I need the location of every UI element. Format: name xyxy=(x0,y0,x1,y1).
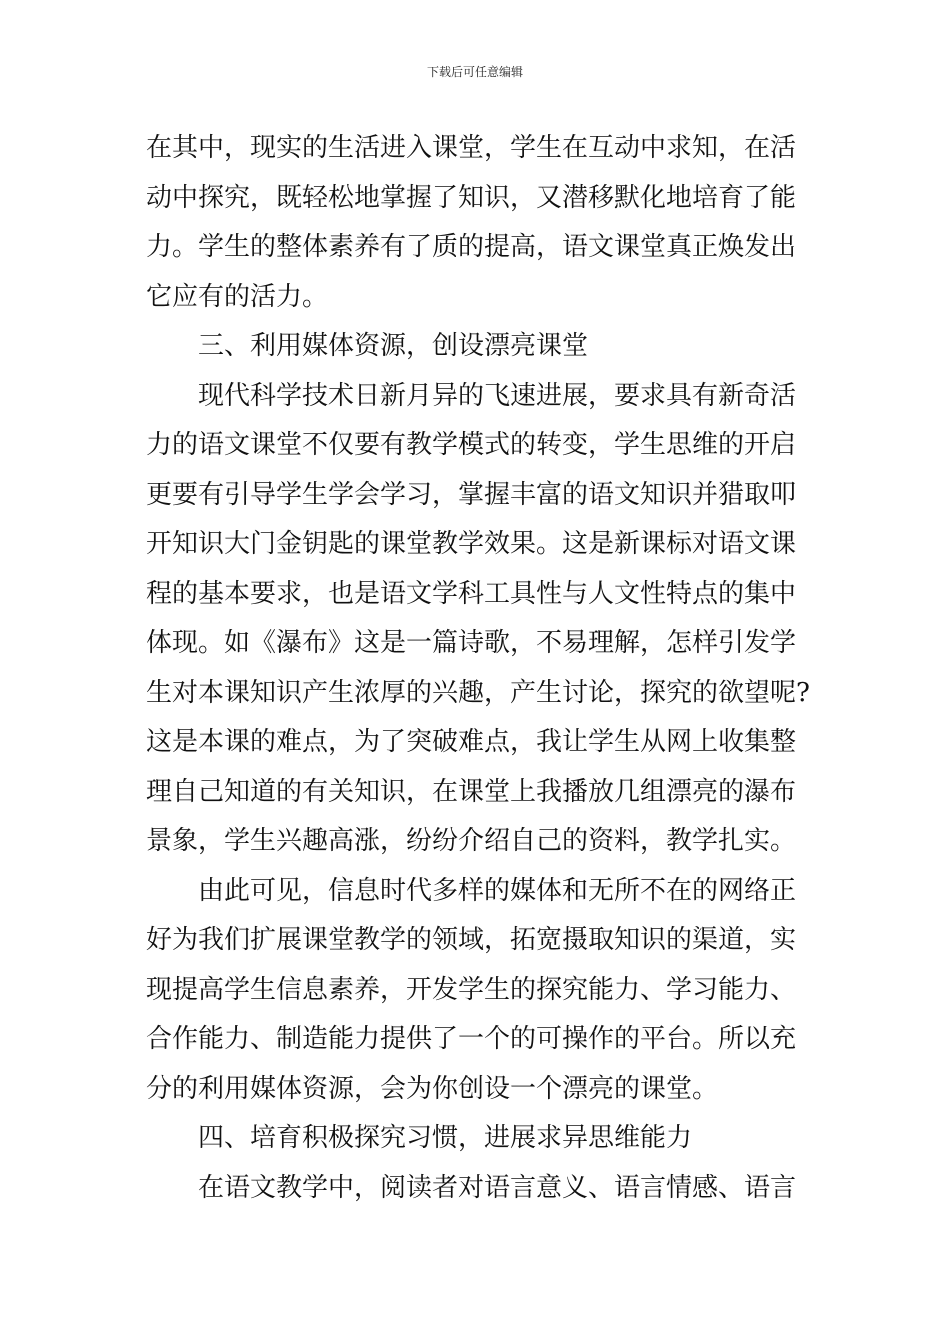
text-line: 现代科学技术日新月异的飞速进展，要求具有新奇活 xyxy=(198,380,797,411)
text-line: 理自己知道的有关知识，在课堂上我播放几组漂亮的瀑布 xyxy=(146,776,797,807)
text-line: 力。学生的整体素养有了质的提高，语文课堂真正焕发出 xyxy=(146,232,797,262)
text-line: 这是本课的难点，为了突破难点，我让学生从网上收集整 xyxy=(146,727,797,757)
text-line: 它应有的活力。 xyxy=(146,281,329,312)
section-heading: 三、利用媒体资源，创设漂亮课堂 xyxy=(198,331,589,361)
text-line: 动中探究，既轻松地掌握了知识，又潜移默化地培育了能 xyxy=(146,182,797,213)
text-line: 更要有引导学生学会学习，掌握丰富的语文知识并猎取叩 xyxy=(146,479,797,510)
text-line: 分的利用媒体资源，会为你创设一个漂亮的课堂。 xyxy=(146,1073,719,1104)
document-body xyxy=(146,124,808,1213)
text-line: 体现。如《瀑布》这是一篇诗歌，不易理解，怎样引发学 xyxy=(146,628,797,658)
page-header: 下载后可任意编辑 xyxy=(426,65,523,79)
text-line: 合作能力、制造能力提供了一个的可操作的平台。所以充 xyxy=(146,1024,797,1054)
section-heading: 四、培育积极探究习惯，进展求异思维能力 xyxy=(198,1123,693,1153)
text-line: 现提高学生信息素养，开发学生的探究能力、学习能力、 xyxy=(146,974,797,1005)
text-line: 景象，学生兴趣高涨，纷纷介绍自己的资料，教学扎实。 xyxy=(146,826,797,856)
text-line: 由此可见，信息时代多样的媒体和无所不在的网络正 xyxy=(198,875,797,906)
text-line: 在语文教学中，阅读者对语言意义、语言情感、语言 xyxy=(198,1172,797,1203)
text-line: 好为我们扩展课堂教学的领域，拓宽摄取知识的渠道，实 xyxy=(146,925,797,955)
text-line: 在其中，现实的生活进入课堂，学生在互动中求知，在活 xyxy=(146,133,797,163)
text-line: 生对本课知识产生浓厚的兴趣，产生讨论，探究的欲望呢? xyxy=(146,677,810,708)
text-line: 程的基本要求，也是语文学科工具性与人文性特点的集中 xyxy=(146,578,797,609)
text-line: 开知识大门金钥匙的课堂教学效果。这是新课标对语文课 xyxy=(146,529,797,559)
text-line: 力的语文课堂不仅要有教学模式的转变，学生思维的开启 xyxy=(146,430,797,460)
